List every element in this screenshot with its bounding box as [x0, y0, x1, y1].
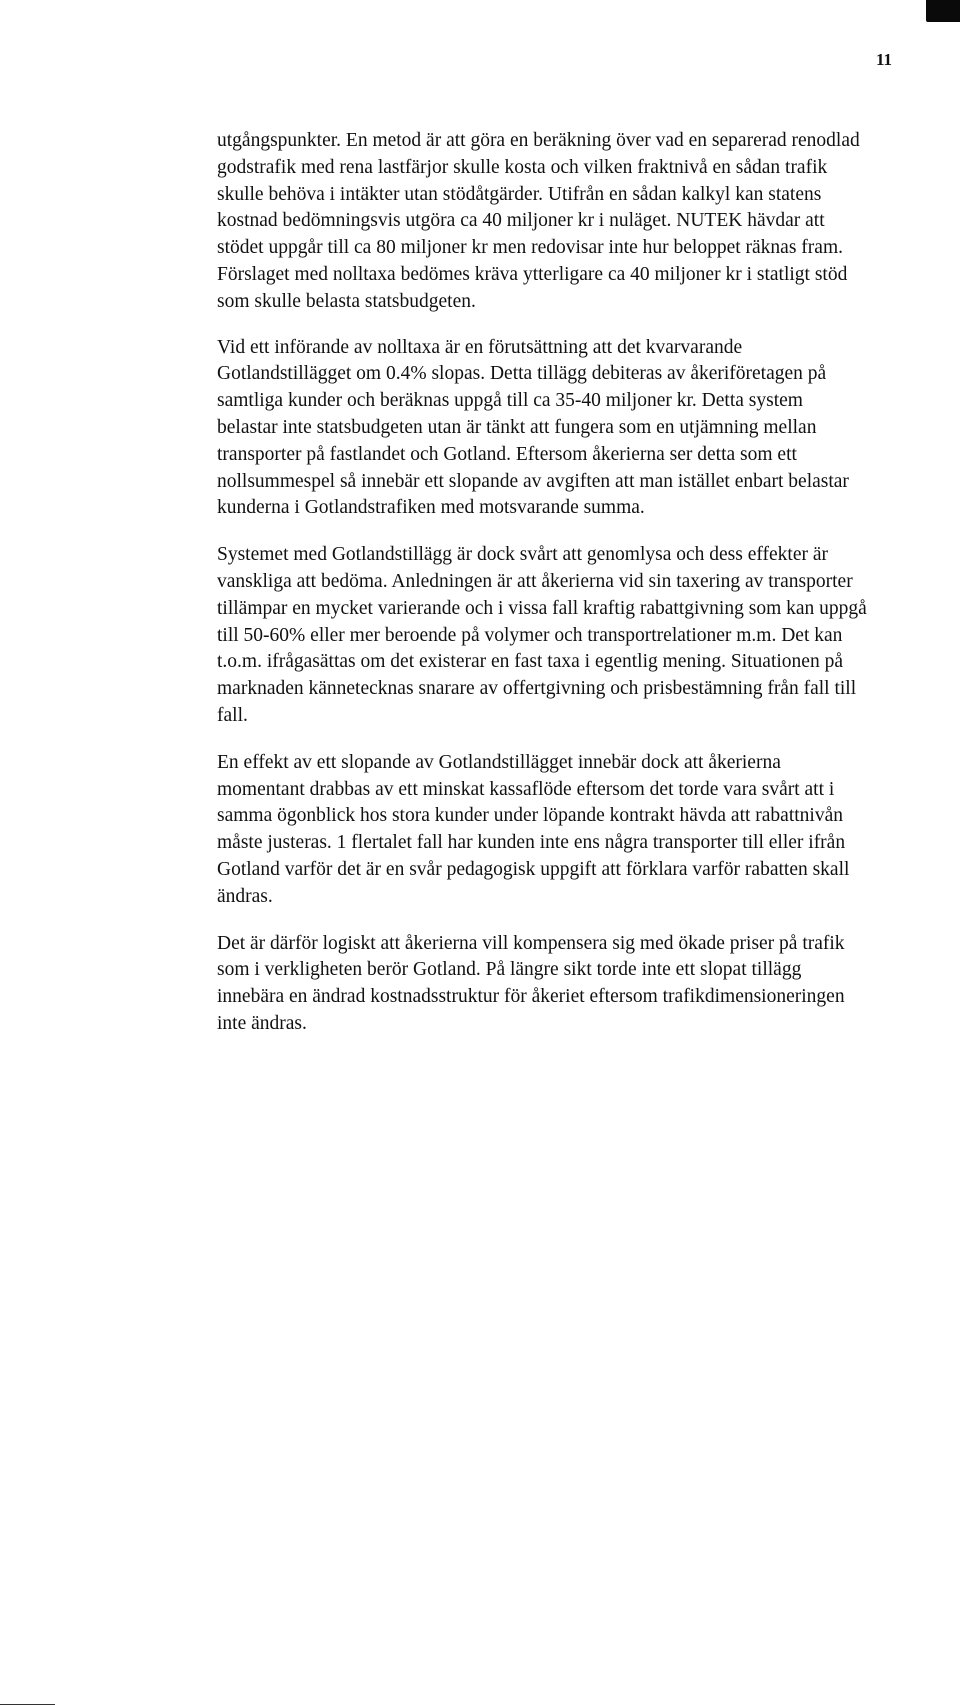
paragraph: utgångspunkter. En metod är att göra en beräkning över vad en separerad renodlad godstrafik med rena lastfärjor skulle kosta och vilken fraktnivå en sådan trafik skulle behöva i intäkter utan stödåtgärder. Utifrån en sådan kalkyl kan statens kostnad bedömningsvis utgöra ca 40 miljoner kr i nuläget. NUTEK hävdar att stödet uppgår till ca 80 miljoner kr men redovisar inte hur beloppet räknas fram. Förslaget med nolltaxa bedömes kräva ytterligare ca 40 miljoner kr i statligt stöd som skulle belasta statsbudgeten.: [217, 130, 860, 312]
paragraph: Systemet med Gotlandstillägg är dock svårt att genomlysa och dess effekter är vanskliga att bedöma. Anledningen är att åkerierna vid sin taxering av transporter tillämpar en mycket varierande och i vissa fall kraftig rabattgivning som kan uppgå till 50-60% eller mer beroende på volymer och transportrelationer m.m. Det kan t.o.m. ifrågasättas om det existerar en fast taxa i egentlig mening. Situationen på marknaden kännetecknas snarare av offertgivning och prisbestämning från fall till fall.: [217, 544, 867, 726]
paragraph: Det är därför logiskt att åkerierna vill kompensera sig med ökade priser på trafik som i verkligheten berör Gotland. På längre sikt torde inte ett slopat tillägg innebära en ändrad kostnadsstruktur för åkeriet eftersom trafikdimensioneringen inte ändras.: [217, 932, 845, 1034]
document-body: [217, 128, 897, 1038]
paragraph: En effekt av ett slopande av Gotlandstillägget innebär dock att åkerierna momentant drabbas av ett minskat kassaflöde eftersom det torde vara svårt att i samma ögonblick hos stora kunder under löpande kontrakt hävda att rabattnivån måste justeras. 1 flertalet fall har kunden inte ens några transporter till eller ifrån Gotland varför det är en svår pedagogisk uppgift att förklara varför rabatten skall ändras.: [217, 751, 850, 907]
scan-corner-mark: [926, 0, 960, 22]
page-number: 11: [875, 50, 892, 69]
paragraph: Vid ett införande av nolltaxa är en förutsättning att det kvarvarande Gotlandstillägget om 0.4% slopas. Detta tillägg debiteras av åkeriföretagen på samtliga kunder och beräknas uppgå till ca 35-40 miljoner kr. Detta system belastar inte statsbudgeten utan är tänkt att fungera som en utjämning mellan transporter på fastlandet och Gotland. Eftersom åkerierna ser detta som ett nollsummespel så innebär ett slopande av avgiften att man istället enbart belastar kunderna i Gotlandstrafiken med motsvarande summa.: [217, 336, 849, 519]
